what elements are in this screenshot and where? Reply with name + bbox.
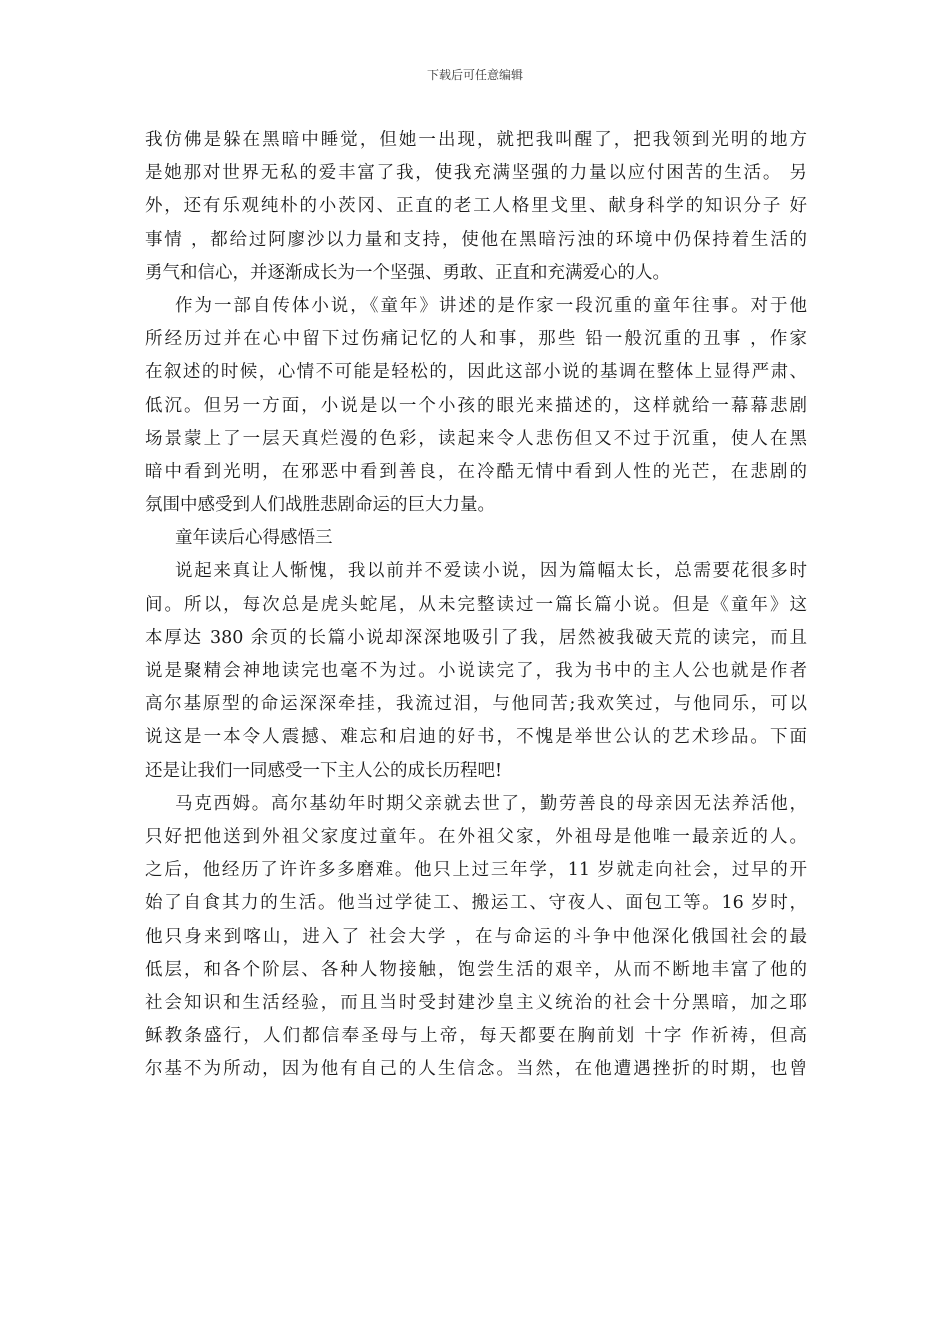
text-line: 说这是一本令人震撼、难忘和启迪的好书，不愧是举世公认的艺术珍品。下面 xyxy=(145,727,807,748)
text-line: 低沉。但另一方面，小说是以一个小孩的眼光来描述的，这样就给一幕幕悲剧 xyxy=(145,395,807,416)
text-line: 社会知识和生活经验，而且当时受封建沙皇主义统治的社会十分黑暗，加之耶 xyxy=(145,992,807,1013)
text-line: 童年读后心得感悟三 xyxy=(175,528,333,549)
text-line: 氛围中感受到人们战胜悲剧命运的巨大力量。 xyxy=(145,495,495,516)
text-line: 他只身来到喀山，进入了 社会大学 ，在与命运的斗争中他深化俄国社会的最 xyxy=(145,926,807,947)
text-line: 间。所以，每次总是虎头蛇尾，从未完整读过一篇长篇小说。但是《童年》这 xyxy=(145,594,807,615)
text-line: 高尔基原型的命运深深牵挂，我流过泪，与他同苦;我欢笑过，与他同乐，可以 xyxy=(145,694,807,715)
text-line: 始了自食其力的生活。他当过学徒工、搬运工、守夜人、面包工等。16 岁时， xyxy=(145,893,807,914)
text-line: 是她那对世界无私的爱丰富了我，使我充满坚强的力量以应付困苦的生活。 另 xyxy=(145,163,807,184)
text-line: 稣教条盛行，人们都信奉圣母与上帝，每天都要在胸前划 十字 作祈祷，但高 xyxy=(145,1026,807,1047)
text-line: 马克西姆。高尔基幼年时期父亲就去世了，勤劳善良的母亲因无法养活他， xyxy=(175,793,807,814)
text-line: 低层，和各个阶层、各种人物接触，饱尝生活的艰辛，从而不断地丰富了他的 xyxy=(145,959,807,980)
text-line: 所经历过并在心中留下过伤痛记忆的人和事，那些 铅一般沉重的丑事 ，作家 xyxy=(145,329,807,350)
text-line: 还是让我们一同感受一下主人公的成长历程吧! xyxy=(145,760,503,781)
text-line: 之后，他经历了许许多多磨难。他只上过三年学，11 岁就走向社会，过早的开 xyxy=(145,860,807,881)
text-line: 事情 ，都给过阿廖沙以力量和支持，使他在黑暗污浊的环境中仍保持着生活的 xyxy=(145,229,807,250)
text-line: 作为一部自传体小说，《童年》讲述的是作家一段沉重的童年往事。对于他 xyxy=(175,295,807,316)
text-line: 外，还有乐观纯朴的小茨冈、正直的老工人格里戈里、献身科学的知识分子 好 xyxy=(145,196,807,217)
text-line: 尔基不为所动，因为他有自己的人生信念。当然，在他遭遇挫折的时期，也曾 xyxy=(145,1059,807,1080)
text-line: 说起来真让人惭愧，我以前并不爱读小说，因为篇幅太长，总需要花很多时 xyxy=(175,561,807,582)
text-line: 说是聚精会神地读完也毫不为过。小说读完了，我为书中的主人公也就是作者 xyxy=(145,661,807,681)
document-body xyxy=(145,124,807,1086)
text-line: 暗中看到光明，在邪恶中看到善良，在冷酷无情中看到人性的光芒，在悲剧的 xyxy=(145,461,807,482)
page-header: 下载后可任意编辑 xyxy=(426,68,523,82)
text-line: 本厚达 380 余页的长篇小说却深深地吸引了我，居然被我破天荒的读完，而且 xyxy=(145,627,807,648)
text-line: 勇气和信心，并逐渐成长为一个坚强、勇敢、正直和充满爱心的人。 xyxy=(145,262,670,283)
text-line: 在叙述的时候，心情不可能是轻松的，因此这部小说的基调在整体上显得严肃、 xyxy=(145,362,807,383)
text-line: 只好把他送到外祖父家度过童年。在外祖父家，外祖母是他唯一最亲近的人。 xyxy=(145,826,807,847)
text-line: 场景蒙上了一层天真烂漫的色彩，读起来令人悲伤但又不过于沉重，使人在黑 xyxy=(145,428,807,449)
text-line: 我仿佛是躲在黑暗中睡觉，但她一出现，就把我叫醒了，把我领到光明的地方 xyxy=(145,130,807,150)
